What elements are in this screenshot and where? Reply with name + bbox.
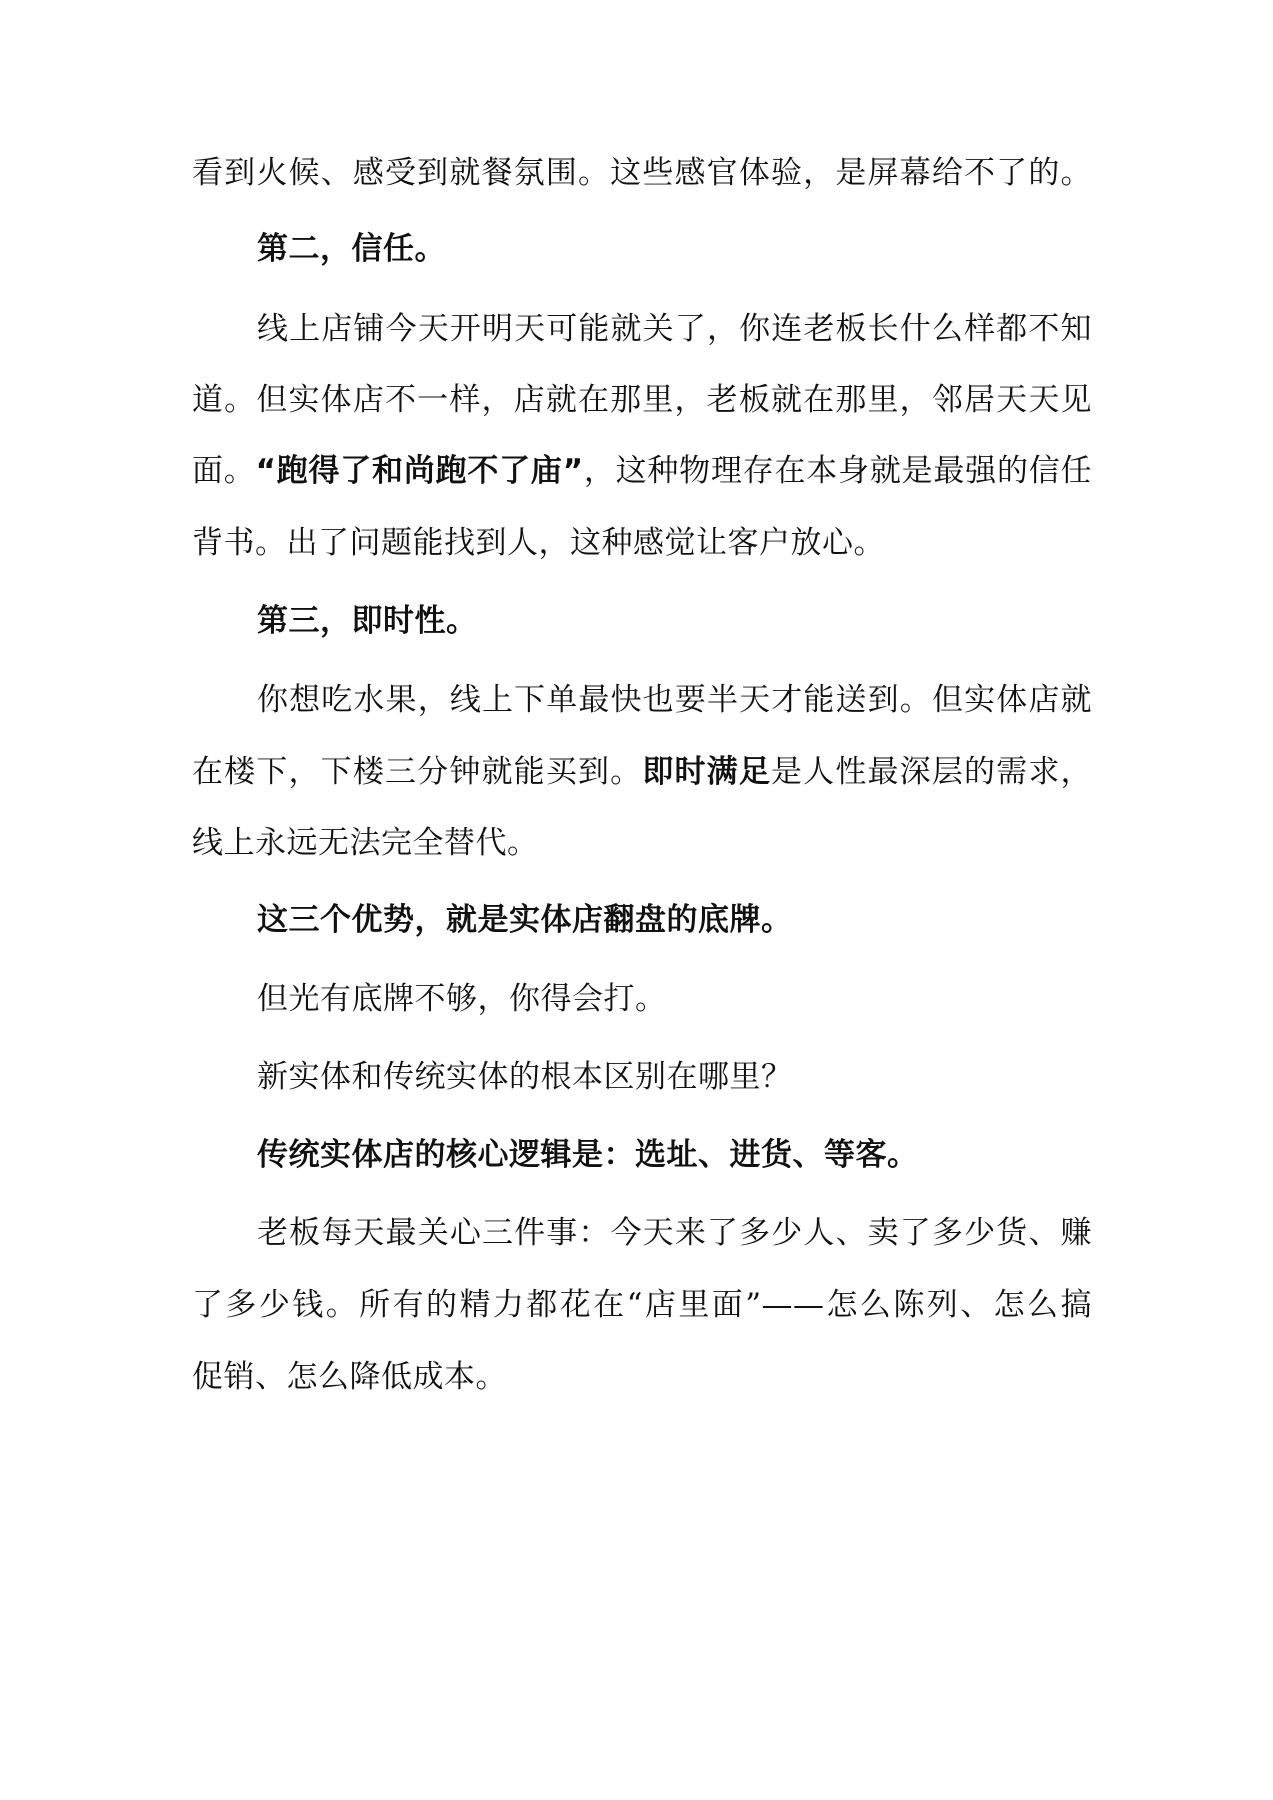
- text-line: [192, 523, 1092, 563]
- text-segment: 道。但实体店不一样，店就在那里，老板就在那里，邻居天天见: [192, 382, 1092, 418]
- text-segment: 看到火候、感受到就餐氛围。这些感官体验，是屏幕给不了的。: [192, 155, 1092, 191]
- bold-phrase: 即时满足: [642, 754, 772, 790]
- heading-text: 第三，即时性。: [257, 603, 478, 639]
- text-segment: 但光有底牌不够，你得会打。: [257, 981, 667, 1017]
- text-line: [257, 1213, 1092, 1253]
- text-segment: ，这种物理存在本身就是最强的信任: [583, 453, 1092, 489]
- heading-text: 第二，信任。: [257, 231, 446, 267]
- emphasis-line: [257, 1135, 1157, 1175]
- text-segment: 是人性最深层的需求，: [771, 754, 1092, 790]
- text-line: [192, 380, 1092, 420]
- emphasis-line: [257, 900, 1157, 940]
- bold-quote: “跑得了和尚跑不了庙”: [255, 453, 584, 489]
- text-line: [257, 1057, 1157, 1097]
- text-segment: 新实体和传统实体的根本区别在哪里？: [257, 1059, 793, 1095]
- text-line: [192, 823, 1092, 863]
- bold-sentence: 传统实体店的核心逻辑是：选址、进货、等客。: [257, 1137, 919, 1173]
- text-segment: 了多少钱。所有的精力都花在“店里面”——怎么陈列、怎么搞: [192, 1287, 1092, 1323]
- text-line: [257, 979, 1157, 1019]
- text-line: [192, 153, 1092, 193]
- text-line: [192, 451, 1092, 491]
- text-segment: 线上永远无法完全替代。: [192, 825, 539, 861]
- text-segment: 背书。出了问题能找到人，这种感觉让客户放心。: [192, 525, 885, 561]
- text-segment: 促销、怎么降低成本。: [192, 1359, 507, 1395]
- section-heading: [257, 229, 1157, 269]
- bold-sentence: 这三个优势，就是实体店翻盘的底牌。: [257, 902, 793, 938]
- text-segment: 你想吃水果，线上下单最快也要半天才能送到。但实体店就: [257, 682, 1092, 718]
- text-segment: 在楼下，下楼三分钟就能买到。: [192, 754, 643, 790]
- text-segment: 面。: [192, 453, 256, 489]
- text-line: [257, 309, 1092, 349]
- section-heading: [257, 601, 1157, 641]
- text-line: [257, 680, 1092, 720]
- text-line: [192, 1285, 1092, 1325]
- text-segment: 老板每天最关心三件事：今天来了多少人、卖了多少货、赚: [257, 1215, 1092, 1251]
- text-line: [192, 1357, 1092, 1397]
- text-line: [192, 752, 1092, 792]
- text-segment: 线上店铺今天开明天可能就关了，你连老板长什么样都不知: [257, 311, 1092, 347]
